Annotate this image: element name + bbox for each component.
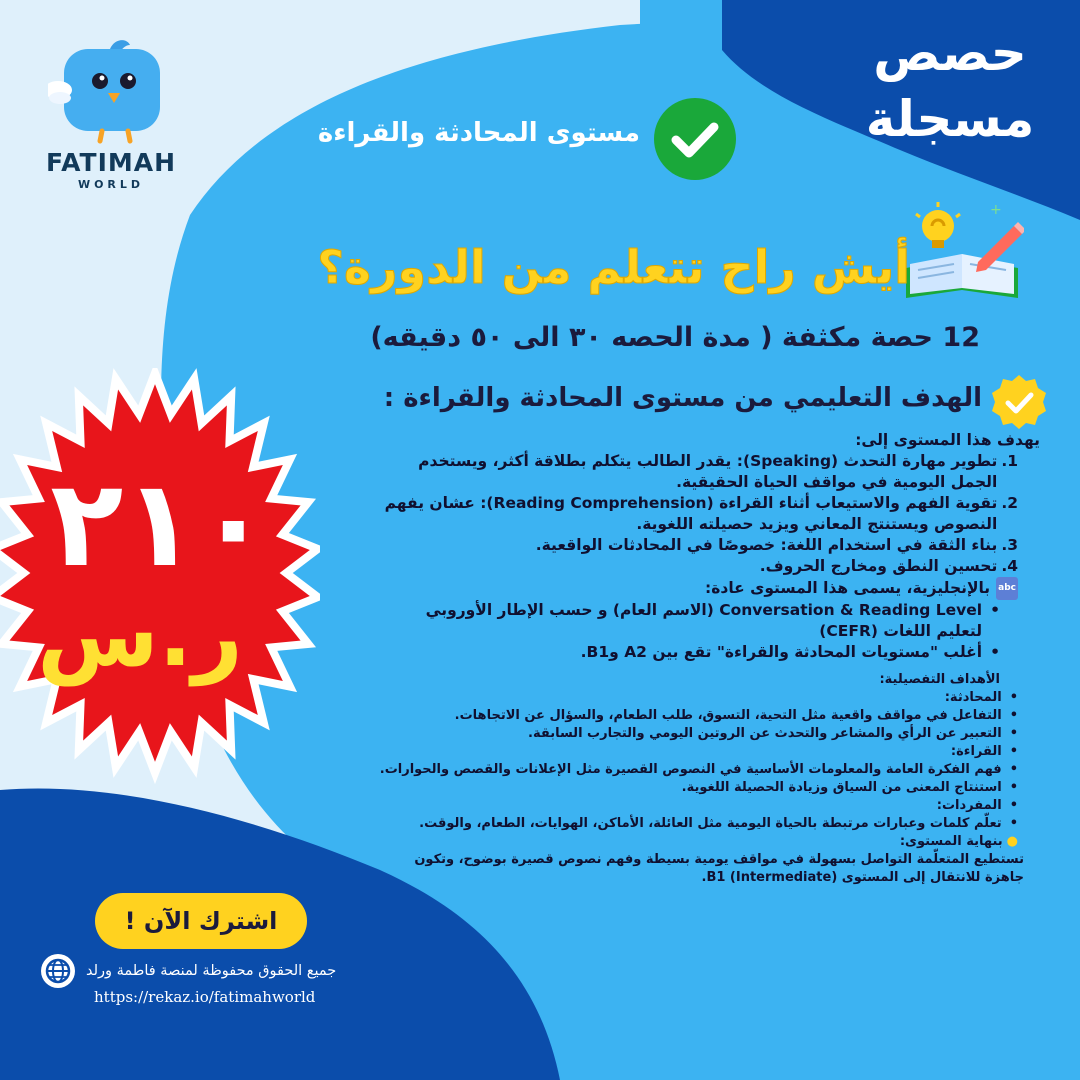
objective-number: 3. <box>1001 536 1018 554</box>
course-description <box>378 430 1040 887</box>
check-circle-icon <box>652 96 738 182</box>
objective-number: 1. <box>1001 452 1018 470</box>
english-point: • أغلب "مستويات المحادثة والقراءة" تقع بين A2 وB1. <box>580 643 1000 661</box>
book-idea-icon <box>902 198 1024 308</box>
detailed-item: • فهم الفكرة العامة والمعلومات الأساسية في النصوص القصيرة مثل الإعلانات والقصص والحوارات. <box>379 762 1018 777</box>
level-label: مستوى المحادثة والقراءة <box>317 118 640 148</box>
objective-number: 4. <box>1001 557 1018 575</box>
english-point: • Conversation & Reading Level (الاسم العام) و حسب الإطار الأوروبي لتعليم اللغات (CEFR) <box>378 600 1000 642</box>
brand-subtitle: WORLD <box>77 178 145 191</box>
objective-number: 2. <box>1001 494 1018 512</box>
lightbulb-icon: ● <box>1006 834 1018 849</box>
detailed-item-text: القراءة: <box>950 744 1002 759</box>
goal-title: الهدف التعليمي من مستوى المحادثة والقراءة : <box>383 383 982 413</box>
detailed-item: • استنتاج المعنى من السياق وزيادة الحصيلة اللغوية. <box>681 780 1018 795</box>
headline: أيش راح تتعلم من الدورة؟ <box>317 240 910 294</box>
globe-icon <box>40 953 76 989</box>
english-label: بالإنجليزية، يسمى هذا المستوى عادة: <box>705 579 991 597</box>
objective-text: بناء الثقة في استخدام اللغة: خصوصًا في المحادثات الواقعية. <box>535 536 998 554</box>
bird-logo-icon <box>48 35 178 147</box>
detailed-item: • التعبير عن الرأي والمشاعر والتحدث عن الروتين اليومي والتجارب السابقة. <box>528 726 1018 741</box>
english-point-text: أغلب "مستويات المحادثة والقراءة" تقع بين A2 وB1. <box>580 643 983 661</box>
objective-text: تحسين النطق ومخارج الحروف. <box>759 557 998 575</box>
objective-text: تطوير مهارة التحدث (Speaking): يقدر الطالب يتكلم بطلاقة أكثر، ويستخدم الجمل اليومية في مواقف الحياة الحقيقية. <box>418 452 998 491</box>
detailed-item-text: التعبير عن الرأي والمشاعر والتحدث عن الروتين اليومي والتجارب السابقة. <box>528 726 1002 741</box>
end-title: بنهاية المستوى: <box>899 834 1003 849</box>
abc-icon: abc <box>996 577 1018 600</box>
svg-text:+: + <box>990 202 1002 218</box>
verified-badge-icon <box>990 373 1048 431</box>
english-label-row <box>378 577 1018 600</box>
brand-name: FATIMAH <box>45 148 177 177</box>
detailed-section <box>378 671 1018 833</box>
detailed-item: • المحادثة: <box>944 690 1018 705</box>
detailed-item: • تعلّم كلمات وعبارات مرتبطة بالحياة اليومية مثل العائلة، الأماكن، الهوايات، الطعام، والوقت. <box>419 816 1018 831</box>
detailed-item-text: المحادثة: <box>944 690 1002 705</box>
english-points <box>378 600 1018 663</box>
detailed-item-text: المفردات: <box>936 798 1002 813</box>
price-currency: ر.س <box>37 583 243 686</box>
price-amount: ٢١٠ <box>50 455 270 594</box>
detailed-item-text: فهم الفكرة العامة والمعلومات الأساسية في النصوص القصيرة مثل الإعلانات والقصص والحوارات. <box>379 762 1002 777</box>
detailed-item-text: تعلّم كلمات وعبارات مرتبطة بالحياة اليومية مثل العائلة، الأماكن، الهوايات، الطعام، والوقت. <box>419 816 1002 831</box>
english-point-text: Conversation & Reading Level (الاسم العام) و حسب الإطار الأوروبي لتعليم اللغات (CEFR) <box>425 601 983 640</box>
objectives-list <box>378 451 1018 577</box>
intro-text: يهدف هذا المستوى إلى: <box>855 431 1040 449</box>
badge-line-1: حصص <box>873 24 1027 82</box>
objective-item <box>378 535 1018 556</box>
subscribe-now-button[interactable]: اشترك الآن ! <box>95 893 307 949</box>
detailed-item: • المفردات: <box>936 798 1018 813</box>
detailed-item: • التفاعل في مواقف واقعية مثل التحية، التسوق، طلب الطعام، والسؤال عن الاتجاهات. <box>454 708 1018 723</box>
objective-item <box>378 451 1018 493</box>
objective-item <box>378 493 1018 535</box>
detailed-item-text: التفاعل في مواقف واقعية مثل التحية، التسوق، طلب الطعام، والسؤال عن الاتجاهات. <box>454 708 1002 723</box>
end-title-row <box>378 833 1018 851</box>
end-text: تستطيع المتعلّمة التواصل بسهولة في مواقف يومية بسيطة وفهم نصوص قصيرة بوضوح، وتكون جاهزة للانتقال إلى المستوى B1 (Intermediate). <box>414 852 1024 885</box>
recorded-sessions-badge <box>840 20 1060 152</box>
detailed-title: الأهداف التفصيلية: <box>879 672 1000 687</box>
sessions-info: 12 حصة مكثفة ( مدة الحصه ٣٠ الى ٥٠ دقيقه) <box>370 322 980 353</box>
objective-text: تقوية الفهم والاستيعاب أثناء القراءة (Reading Comprehension): عشان يفهم النصوص ويستنتج المعاني ويزيد حصيلته اللغوية. <box>384 494 998 533</box>
detailed-item-text: استنتاج المعنى من السياق وزيادة الحصيلة اللغوية. <box>681 780 1002 795</box>
copyright-text: جميع الحقوق محفوظة لمنصة فاطمة ورلد <box>86 963 337 979</box>
objective-item <box>378 556 1018 577</box>
badge-line-2: مسجلة <box>865 90 1035 148</box>
website-link[interactable]: https://rekaz.io/fatimahworld <box>94 988 316 1006</box>
end-section <box>378 833 1024 887</box>
detailed-item: • القراءة: <box>950 744 1018 759</box>
